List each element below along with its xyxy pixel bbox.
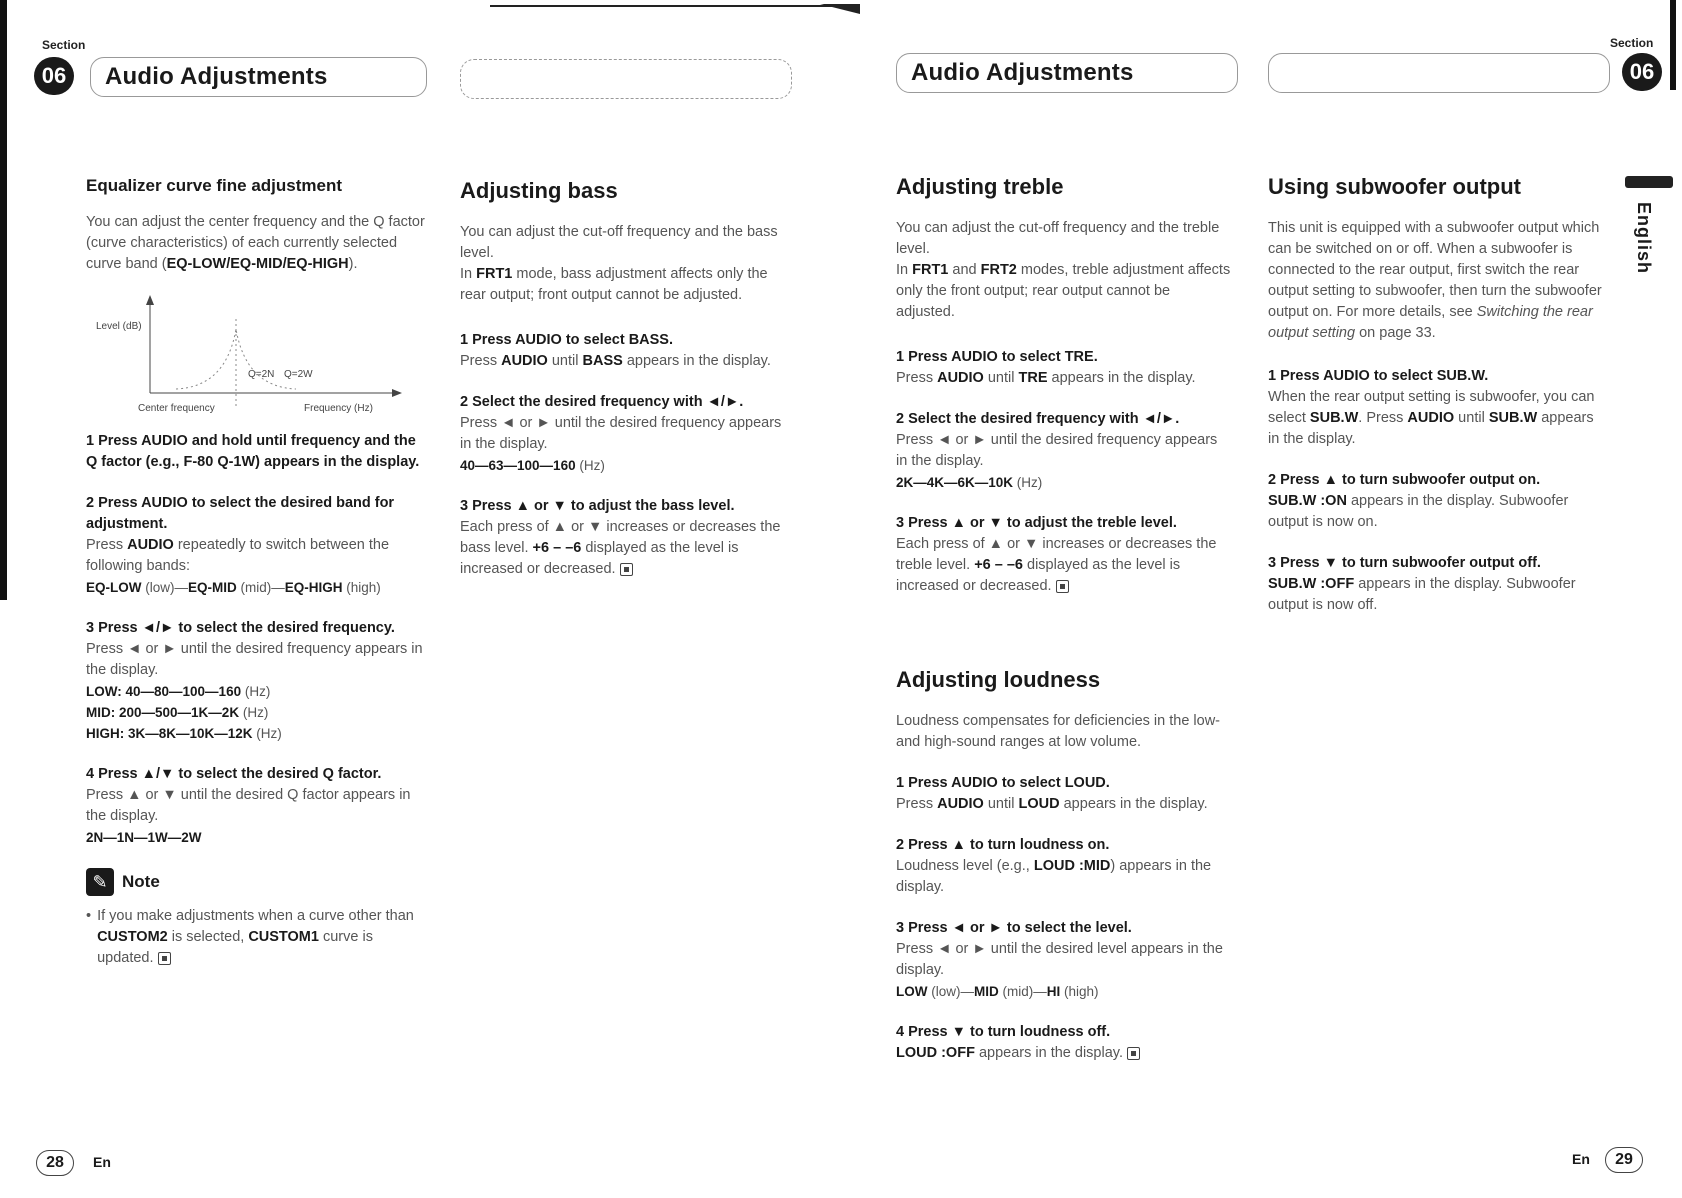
loud-step2-body: Loudness level (e.g., LOUD :MID) appears in the display. xyxy=(896,858,1212,895)
eq-curve-figure xyxy=(86,289,416,419)
section-number-right: 06 xyxy=(1622,53,1662,91)
subw-step2: 2 Press ▲ to turn subwoofer output on. xyxy=(1268,472,1541,488)
page-number-right: 29 xyxy=(1605,1147,1643,1173)
eq-heading: Equalizer curve fine adjustment xyxy=(86,176,343,195)
chapter-title-left: Audio Adjustments xyxy=(105,63,328,90)
section-label-right: Section xyxy=(1610,36,1654,50)
bass-step3: 3 Press ▲ or ▼ to adjust the bass level. xyxy=(460,498,735,514)
end-mark-icon xyxy=(1056,580,1069,593)
bass-intro: You can adjust the cut-off frequency and the bass level. xyxy=(460,224,778,261)
loud-step3-vals: LOW (low)—MID (mid)—HI (high) xyxy=(896,984,1099,999)
eq-step2-body: Press AUDIO repeatedly to switch between the following bands: xyxy=(86,537,390,574)
subw-step1-body: When the rear output setting is subwoofer, you can select SUB.W. Press AUDIO until SUB.W appears in the display. xyxy=(1268,389,1595,447)
treble-step2: 2 Select the desired frequency with ◄/►. xyxy=(896,411,1180,427)
bass-intro2: In FRT1 mode, bass adjustment affects only the rear output; front output cannot be adjusted. xyxy=(460,266,768,303)
loudness-heading: Adjusting loudness xyxy=(896,667,1101,692)
column-treble-loudness xyxy=(896,174,1231,1084)
loud-step1-body: Press AUDIO until LOUD appears in the display. xyxy=(896,796,1208,812)
loud-step2: 2 Press ▲ to turn loudness on. xyxy=(896,837,1110,853)
chapter-title-box-left xyxy=(90,57,427,97)
bass-step1: 1 Press AUDIO to select BASS. xyxy=(460,332,674,348)
chapter-title-right: Audio Adjustments xyxy=(911,59,1134,86)
footer-lang-right: En xyxy=(1572,1151,1590,1167)
subwoofer-heading: Using subwoofer output xyxy=(1268,174,1521,199)
right-spine xyxy=(1670,0,1676,90)
bass-step2-vals: 40—63—100—160 (Hz) xyxy=(460,458,605,473)
treble-step2-body: Press ◄ or ► until the desired frequency appears in the display. xyxy=(896,432,1218,469)
loud-step1: 1 Press AUDIO to select LOUD. xyxy=(896,775,1110,791)
note-text: If you make adjustments when a curve other than CUSTOM2 is selected, CUSTOM1 curve is updated. xyxy=(97,908,414,966)
empty-title-box-left xyxy=(460,59,792,99)
left-spine xyxy=(0,0,7,600)
figure-x-label: Frequency (Hz) xyxy=(304,403,373,414)
loud-step4: 4 Press ▼ to turn loudness off. xyxy=(896,1024,1111,1040)
eq-step4-vals: 2N—1N—1W—2W xyxy=(86,830,202,845)
subwoofer-intro: This unit is equipped with a subwoofer output which can be switched on or off. When a subwoofer is connected to the rear output, first switch the rear output setting to subwoofer, then turn the subwoofer output on. For more details, see Switching the rear output setting on page 33. xyxy=(1268,220,1602,341)
treble-step1: 1 Press AUDIO to select TRE. xyxy=(896,349,1098,365)
language-tab: English xyxy=(1634,202,1654,275)
note-title: Note xyxy=(122,872,160,891)
column-eq-fine xyxy=(86,176,426,969)
subw-step2-body: SUB.W :ON appears in the display. Subwoofer output is now on. xyxy=(1268,493,1569,530)
eq-step3-low: LOW: 40—80—100—160 (Hz) xyxy=(86,684,271,699)
bass-step2: 2 Select the desired frequency with ◄/►. xyxy=(460,394,744,410)
treble-heading: Adjusting treble xyxy=(896,174,1064,199)
treble-step1-body: Press AUDIO until TRE appears in the display. xyxy=(896,370,1196,386)
section-label-left: Section xyxy=(42,38,86,52)
treble-step3-body: Each press of ▲ or ▼ increases or decreases the treble level. +6 – –6 displayed as the level is increased or decreased. xyxy=(896,536,1217,594)
bass-step2-body: Press ◄ or ► until the desired frequency appears in the display. xyxy=(460,415,782,452)
figure-q-label-2n: Q=2N xyxy=(248,369,275,380)
eq-intro: You can adjust the center frequency and the Q factor (curve characteristics) of each currently selected curve band (EQ-LOW/EQ-MID/EQ-HIGH). xyxy=(86,214,425,272)
subw-step3: 3 Press ▼ to turn subwoofer output off. xyxy=(1268,555,1541,571)
subw-step1: 1 Press AUDIO to select SUB.W. xyxy=(1268,368,1489,384)
bass-heading: Adjusting bass xyxy=(460,178,618,203)
eq-step3-high: HIGH: 3K—8K—10K—12K (Hz) xyxy=(86,726,282,741)
loud-step3: 3 Press ◄ or ► to select the level. xyxy=(896,920,1132,936)
empty-title-box-right xyxy=(1268,53,1610,93)
bass-step1-body: Press AUDIO until BASS appears in the display. xyxy=(460,353,771,369)
page-number-left: 28 xyxy=(36,1150,74,1176)
treble-intro2: In FRT1 and FRT2 modes, treble adjustment affects only the front output; rear output cannot be adjusted. xyxy=(896,262,1231,320)
subw-step3-body: SUB.W :OFF appears in the display. Subwoofer output is now off. xyxy=(1268,576,1576,613)
note-header xyxy=(86,868,426,896)
treble-intro: You can adjust the cut-off frequency and the treble level. xyxy=(896,220,1220,257)
eq-step2: 2 Press AUDIO to select the desired band for adjustment. xyxy=(86,495,395,532)
eq-step1: 1 Press AUDIO and hold until frequency and the Q factor (e.g., F-80 Q-1W) appears in the display. xyxy=(86,433,420,470)
eq-step3-body: Press ◄ or ► until the desired frequency appears in the display. xyxy=(86,641,423,678)
loud-step4-body: LOUD :OFF appears in the display. xyxy=(896,1043,1231,1064)
eq-step4: 4 Press ▲/▼ to select the desired Q factor. xyxy=(86,766,382,782)
loudness-intro: Loudness compensates for deficiencies in the low- and high-sound ranges at low volume. xyxy=(896,713,1221,750)
figure-center-label: Center frequency xyxy=(138,403,215,414)
column-bass xyxy=(460,178,790,600)
top-rule-arrow xyxy=(820,4,860,14)
eq-step4-body: Press ▲ or ▼ until the desired Q factor appears in the display. xyxy=(86,787,411,824)
top-rule xyxy=(490,5,860,7)
footer-lang-left: En xyxy=(93,1154,111,1170)
treble-step2-vals: 2K—4K—6K—10K (Hz) xyxy=(896,475,1043,490)
loud-step3-body: Press ◄ or ► until the desired level appears in the display. xyxy=(896,941,1223,978)
note-bullet: • If you make adjustments when a curve other than CUSTOM2 is selected, CUSTOM1 curve is updated. xyxy=(86,906,426,969)
bass-step3-body: Each press of ▲ or ▼ increases or decreases the bass level. +6 – –6 displayed as the level is increased or decreased. xyxy=(460,519,781,577)
end-mark-icon xyxy=(620,563,633,576)
figure-q-label-2w: Q=2W xyxy=(284,369,313,380)
language-tab-mark xyxy=(1625,176,1673,188)
end-mark-icon xyxy=(158,952,171,965)
column-subwoofer xyxy=(1268,174,1603,636)
section-number-left: 06 xyxy=(34,57,74,95)
note-pencil-icon: ✎ xyxy=(86,868,114,896)
end-mark-icon xyxy=(1127,1047,1140,1060)
eq-step2-bands: EQ-LOW (low)—EQ-MID (mid)—EQ-HIGH (high) xyxy=(86,580,381,595)
eq-step3-mid: MID: 200—500—1K—2K (Hz) xyxy=(86,705,269,720)
chapter-title-box-right xyxy=(896,53,1238,93)
eq-step3: 3 Press ◄/► to select the desired frequency. xyxy=(86,620,395,636)
treble-step3: 3 Press ▲ or ▼ to adjust the treble level. xyxy=(896,515,1177,531)
figure-y-label: Level (dB) xyxy=(96,321,142,332)
